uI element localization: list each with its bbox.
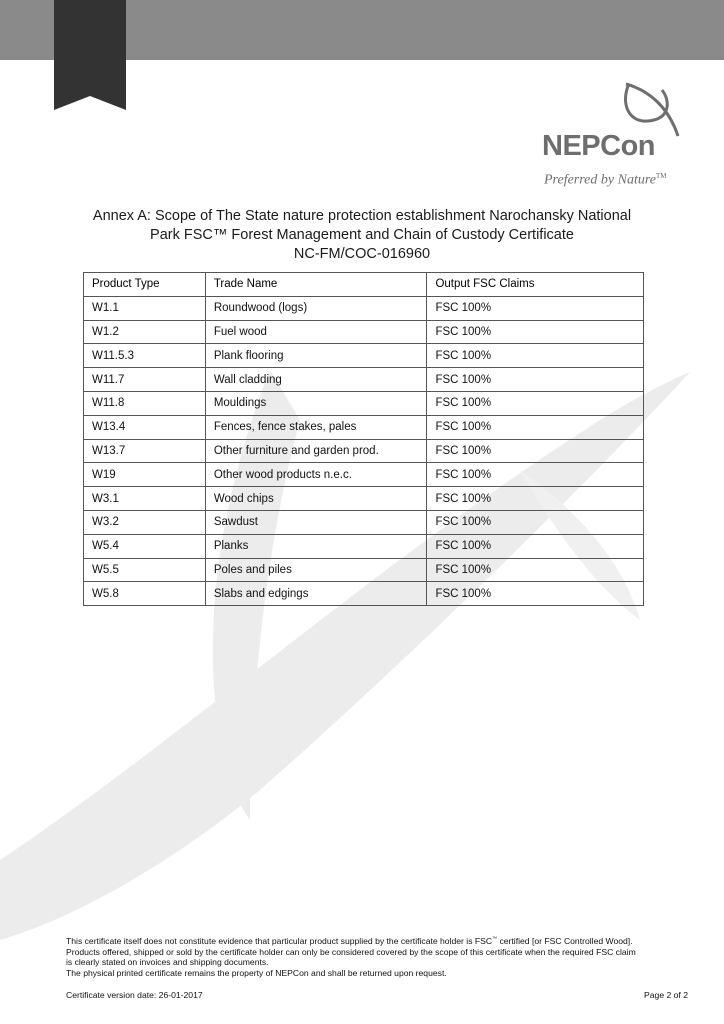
cell-output-claim: FSC 100%	[427, 510, 644, 534]
cell-output-claim: FSC 100%	[427, 558, 644, 582]
nepcon-logo	[540, 78, 690, 193]
cell-output-claim: FSC 100%	[427, 320, 644, 344]
cell-trade-name: Roundwood (logs)	[205, 296, 427, 320]
cell-product-type: W3.1	[84, 487, 206, 511]
disclaimer-line: is clearly stated on invoices and shipping documents.	[66, 957, 269, 968]
cell-output-claim: FSC 100%	[427, 439, 644, 463]
cell-trade-name: Wall cladding	[205, 368, 427, 392]
cell-product-type: W3.2	[84, 510, 206, 534]
cell-output-claim: FSC 100%	[427, 344, 644, 368]
cell-output-claim: FSC 100%	[427, 463, 644, 487]
disclaimer-line: This certificate itself does not constitute evidence that particular product supplied by the certificate holder is FSC™ certified [or FSC Controlled Wood].	[66, 935, 633, 946]
logo-wordmark: NEPCon	[542, 130, 655, 162]
cell-product-type: W11.8	[84, 391, 206, 415]
cell-trade-name: Planks	[205, 534, 427, 558]
cell-product-type: W13.7	[84, 439, 206, 463]
table-row	[84, 463, 644, 487]
annex-title-line2: Park FSC™ Forest Management and Chain of Custody Certificate	[150, 227, 574, 243]
table-row	[84, 534, 644, 558]
cell-trade-name: Slabs and edgings	[205, 582, 427, 606]
header-product-type: Product Type	[84, 273, 206, 297]
cell-trade-name: Other wood products n.e.c.	[205, 463, 427, 487]
table-header-row	[84, 273, 644, 297]
cell-output-claim: FSC 100%	[427, 391, 644, 415]
cell-product-type: W5.8	[84, 582, 206, 606]
cell-product-type: W11.7	[84, 368, 206, 392]
header-trade-name: Trade Name	[205, 273, 427, 297]
cell-trade-name: Other furniture and garden prod.	[205, 439, 427, 463]
cell-product-type: W11.5.3	[84, 344, 206, 368]
table-row	[84, 439, 644, 463]
cell-product-type: W13.4	[84, 415, 206, 439]
table-row	[84, 368, 644, 392]
cell-output-claim: FSC 100%	[427, 582, 644, 606]
disclaimer-line: The physical printed certificate remains the property of NEPCon and shall be returned upon request.	[66, 968, 447, 979]
header-output-claims: Output FSC Claims	[427, 273, 644, 297]
annex-title	[60, 207, 664, 264]
cell-trade-name: Wood chips	[205, 487, 427, 511]
table-row	[84, 510, 644, 534]
cell-product-type: W1.2	[84, 320, 206, 344]
cell-trade-name: Fences, fence stakes, pales	[205, 415, 427, 439]
certificate-code: NC-FM/COC-016960	[293, 246, 431, 262]
cell-output-claim: FSC 100%	[427, 534, 644, 558]
table-row	[84, 320, 644, 344]
cell-trade-name: Poles and piles	[205, 558, 427, 582]
table-row	[84, 391, 644, 415]
page-number: Page 2 of 2	[644, 990, 688, 1000]
table-row	[84, 558, 644, 582]
cell-output-claim: FSC 100%	[427, 296, 644, 320]
cell-product-type: W1.1	[84, 296, 206, 320]
disclaimer-line: Products offered, shipped or sold by the certificate holder can only be considered covered by the scope of this certificate when the required FSC claim	[66, 946, 636, 957]
scope-table	[83, 272, 644, 606]
cell-trade-name: Sawdust	[205, 510, 427, 534]
cell-trade-name: Fuel wood	[205, 320, 427, 344]
certificate-version-date: Certificate version date: 26-01-2017	[66, 990, 203, 1000]
bookmark-ribbon	[54, 0, 126, 112]
table-body	[84, 296, 644, 605]
logo-tagline: Preferred by Nature™	[544, 172, 667, 188]
cell-product-type: W5.4	[84, 534, 206, 558]
table-row	[84, 582, 644, 606]
table-row	[84, 415, 644, 439]
cell-output-claim: FSC 100%	[427, 487, 644, 511]
cell-output-claim: FSC 100%	[427, 415, 644, 439]
table-row	[84, 344, 644, 368]
table-row	[84, 296, 644, 320]
cell-trade-name: Plank flooring	[205, 344, 427, 368]
annex-title-line1: Annex A: Scope of The State nature protection establishment Narochansky National	[92, 208, 632, 224]
cell-output-claim: FSC 100%	[427, 368, 644, 392]
disclaimer	[66, 934, 666, 979]
table-row	[84, 487, 644, 511]
cell-trade-name: Mouldings	[205, 391, 427, 415]
cell-product-type: W19	[84, 463, 206, 487]
cell-product-type: W5.5	[84, 558, 206, 582]
